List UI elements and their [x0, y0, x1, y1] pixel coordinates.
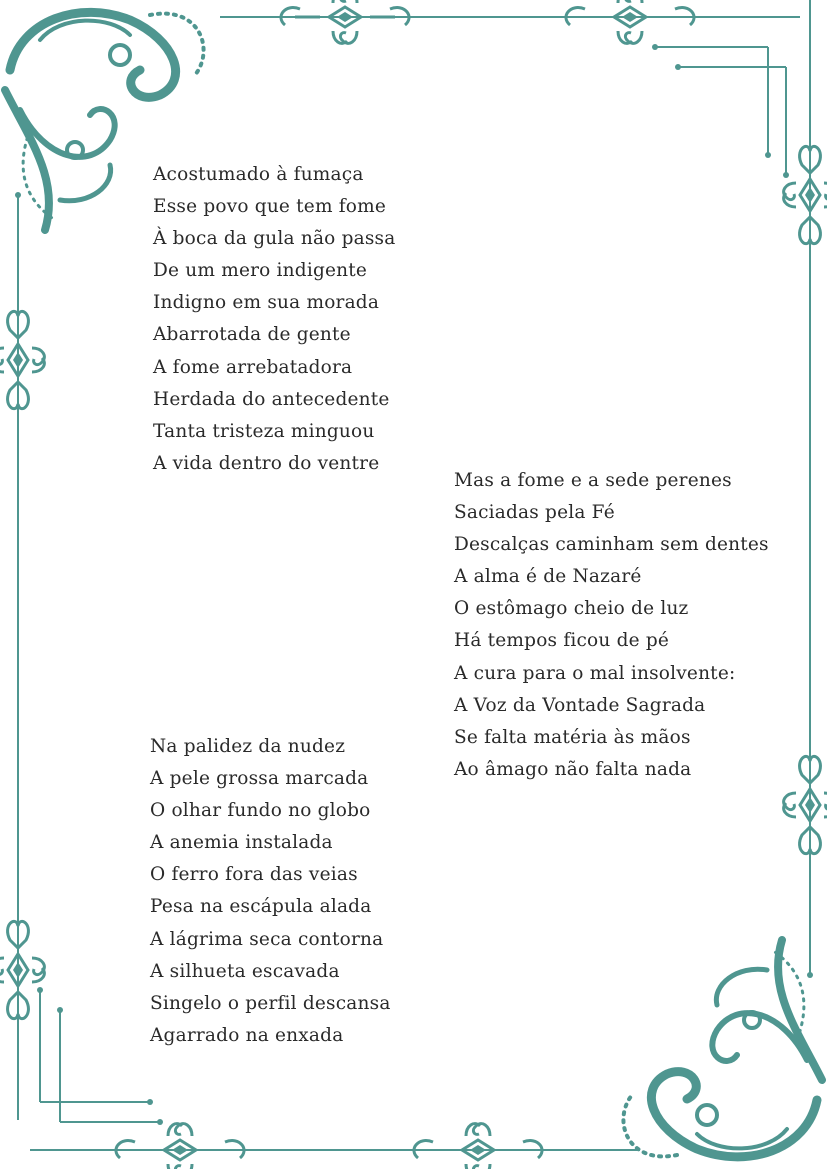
verse-line: O olhar fundo no globo	[150, 800, 371, 822]
verse-line: Ao âmago não falta nada	[454, 758, 692, 780]
verse-line: A anemia instalada	[150, 832, 333, 854]
poem-stanza-2	[454, 465, 769, 786]
verse-line: Herdada do antecedente	[153, 388, 390, 410]
verse-line: Singelo o perfil descansa	[150, 992, 391, 1014]
verse-line: O estômago cheio de luz	[454, 598, 689, 620]
verse-line: Há tempos ficou de pé	[454, 630, 670, 652]
verse-line: De um mero indigente	[153, 260, 368, 282]
verse-line: Abarrotada de gente	[153, 324, 351, 346]
verse-line: À boca da gula não passa	[153, 228, 396, 250]
verse-line: A alma é de Nazaré	[454, 566, 642, 588]
verse-line: A cura para o mal insolvente:	[454, 662, 736, 684]
verse-line: A pele grossa marcada	[150, 768, 369, 790]
verse-line: A vida dentro do ventre	[153, 452, 380, 474]
verse-line: O ferro fora das veias	[150, 864, 358, 886]
verse-line: Mas a fome e a sede perenes	[454, 470, 732, 491]
verse-line: Tanta tristeza minguou	[153, 420, 375, 442]
verse-line: Se falta matéria às mãos	[454, 726, 691, 748]
verse-line: Pesa na escápula alada	[150, 896, 372, 918]
verse-line: Descalças caminham sem dentes	[454, 534, 769, 556]
verse-line: A silhueta escavada	[150, 960, 340, 982]
verse-line: A Voz da Vontade Sagrada	[454, 694, 706, 716]
verse-line: Saciadas pela Fé	[454, 502, 615, 524]
verse-line: Acostumado à fumaça	[153, 164, 364, 185]
verse-line: Esse povo que tem fome	[153, 196, 387, 218]
verse-line: Agarrado na enxada	[150, 1024, 344, 1046]
verse-line: A lágrima seca contorna	[150, 928, 384, 950]
poem-stanza-1	[153, 159, 395, 480]
corner-swirl-bottom-right	[623, 940, 822, 1157]
verse-line: A fome arrebatadora	[153, 356, 353, 378]
verse-line: Na palidez da nudez	[150, 736, 346, 757]
verse-line: Indigno em sua morada	[153, 292, 380, 314]
poem-stanza-3	[150, 731, 391, 1052]
